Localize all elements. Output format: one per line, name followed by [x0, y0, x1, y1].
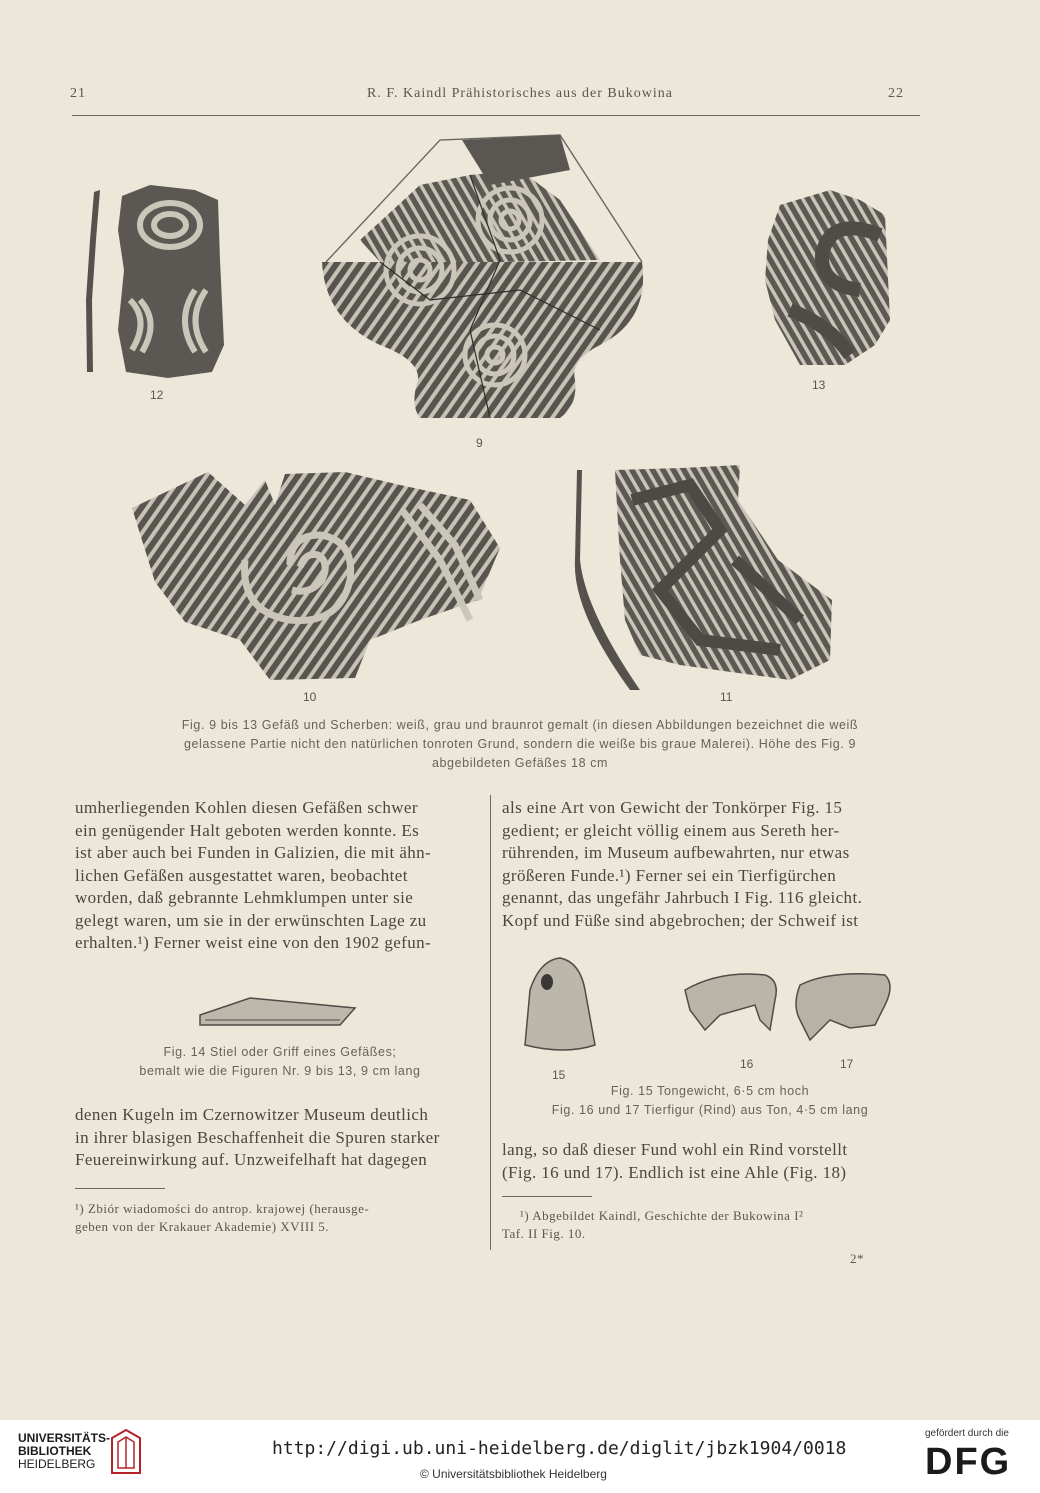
- fig12-profile-shape: [86, 190, 100, 372]
- right-column-paragraph-1: als eine Art von Gewicht der Tonkörper Fig. 15 gedient; er gleicht völlig einem aus Sereth her- rührenden, im Museum aufbewahrten, nur etwas größeren Funde.¹) Ferner sei ein Tierfigürchen genannt, das ungefähr Jahrbuch I Fig. 116 gleicht. Kopf und Füße sind abgebrochen; der Schweif ist: [502, 798, 863, 930]
- footnote-rule-right: [502, 1196, 592, 1197]
- fig16-label: 16: [740, 1057, 754, 1071]
- dfg-logo: DFG: [925, 1441, 1012, 1483]
- fig13-label: 13: [812, 378, 826, 392]
- fig17-label: 17: [840, 1057, 854, 1071]
- fig11-label: 11: [720, 690, 733, 704]
- pottery-figures-illustration: [0, 120, 1040, 710]
- fig15-17-caption: Fig. 15 Tongewicht, 6·5 cm hoch Fig. 16 und 17 Tierfigur (Rind) aus Ton, 4·5 cm lang: [551, 1084, 869, 1117]
- fig15-17-clay-objects-illustration: [510, 950, 910, 1060]
- fig10-label: 10: [303, 690, 317, 704]
- fig12-label: 12: [150, 388, 164, 402]
- library-name: UNIVERSITÄTS- BIBLIOTHEK HEIDELBERG: [18, 1431, 111, 1471]
- permalink-url[interactable]: http://digi.ub.uni-heidelberg.de/diglit/jbzk1904/0018: [272, 1438, 847, 1459]
- fig9-label: 9: [476, 436, 483, 450]
- right-column-paragraph-2: lang, so daß dieser Fund wohl ein Rind vorstellt (Fig. 16 und 17). Endlich ist eine Ahle (Fig. 18): [502, 1140, 848, 1182]
- column-divider: [490, 795, 491, 1250]
- library-logo-icon: [106, 1428, 146, 1478]
- figure-caption-main: Fig. 9 bis 13 Gefäß und Scherben: weiß, grau und braunrot gemalt (in diesen Abbildungen bezeichnet die weiß gelassene Partie nicht den natürlichen tonroten Grund, sondern die weiße bis graue Malerei). Höhe des Fig. 9 abgebildeten Gefäßes 18 cm: [181, 718, 859, 770]
- page-number-right: 22: [888, 86, 904, 101]
- left-column-paragraph-1: umherliegenden Kohlen diesen Gefäßen schwer ein genügender Halt geboten werden konnte. Es ist aber auch bei Funden in Galizien, die mit ähn- lichen Gefäßen ausgestattet waren, beobachtet worden, daß gebrannte Lehmklumpen unter sie gelegt waren, um sie in der erwünschten Lage zu erhalten.¹) Ferner weist eine von den 1902 gefun-: [75, 798, 432, 952]
- digitization-footer: [0, 1420, 1040, 1493]
- copyright-text: © Universitätsbibliothek Heidelberg: [420, 1467, 607, 1481]
- left-footnote: ¹) Zbiór wiadomości do antrop. krajowej (herausge- geben von der Krakauer Akademie) XVIII 5.: [75, 1201, 370, 1234]
- left-column-paragraph-2: denen Kugeln im Czernowitzer Museum deutlich in ihrer blasigen Beschaffenheit die Spuren starker Feuereinwirkung auf. Unzweifelhaft hat dagegen: [75, 1105, 440, 1169]
- fig15-label: 15: [552, 1068, 566, 1082]
- running-title: R. F. Kaindl Prähistorisches aus der Bukowina: [367, 86, 673, 101]
- fig14-caption: Fig. 14 Stiel oder Griff eines Gefäßes; bemalt wie die Figuren Nr. 9 bis 13, 9 cm lang: [139, 1045, 421, 1078]
- fig14-handle-illustration: [190, 990, 360, 1030]
- header-rule: [72, 115, 920, 116]
- funded-by-text: gefördert durch die: [925, 1428, 1009, 1439]
- right-footnote: ¹) Abgebildet Kaindl, Geschichte der Bukowina I² Taf. II Fig. 10.: [502, 1208, 804, 1241]
- footnote-rule-left: [75, 1188, 165, 1189]
- page-number-left: 21: [70, 86, 86, 101]
- signature-mark: 2*: [850, 1251, 864, 1266]
